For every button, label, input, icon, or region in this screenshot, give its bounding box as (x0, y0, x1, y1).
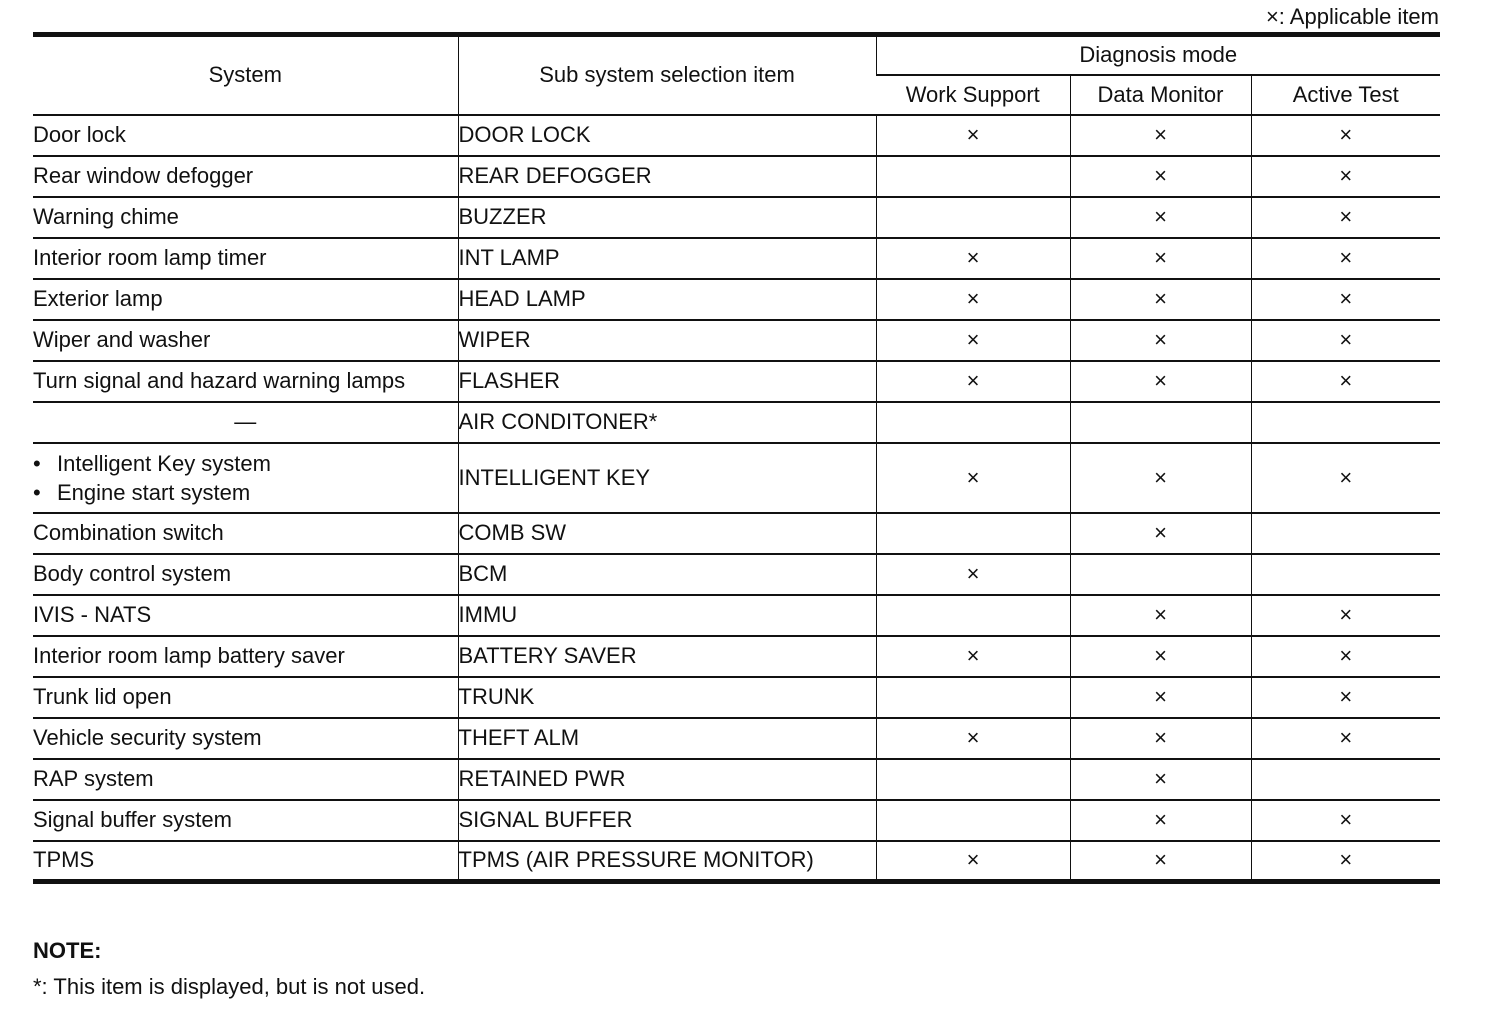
system-cell: Signal buffer system (33, 800, 458, 841)
note-title: NOTE: (33, 938, 102, 963)
data-monitor-mark (1070, 402, 1251, 443)
table-row (33, 595, 1440, 636)
subsystem-cell: RETAINED PWR (458, 759, 876, 800)
table-row (33, 718, 1440, 759)
table-body (33, 115, 1440, 882)
active-test-mark: × (1251, 115, 1440, 156)
system-cell: Wiper and washer (33, 320, 458, 361)
data-monitor-mark: × (1070, 443, 1251, 513)
table-row (33, 636, 1440, 677)
subsystem-cell: REAR DEFOGGER (458, 156, 876, 197)
active-test-mark (1251, 402, 1440, 443)
system-cell: Turn signal and hazard warning lamps (33, 361, 458, 402)
header-data-monitor: Data Monitor (1070, 75, 1251, 115)
work-support-mark: × (876, 443, 1070, 513)
work-support-mark: × (876, 238, 1070, 279)
note-text: *: This item is displayed, but is not used. (33, 974, 426, 999)
active-test-mark: × (1251, 718, 1440, 759)
work-support-mark: × (876, 279, 1070, 320)
active-test-mark: × (1251, 279, 1440, 320)
work-support-mark (876, 402, 1070, 443)
subsystem-cell: TPMS (AIR PRESSURE MONITOR) (458, 841, 876, 882)
subsystem-cell: HEAD LAMP (458, 279, 876, 320)
header-system: System (33, 35, 458, 115)
table-row (33, 554, 1440, 595)
table-row (33, 841, 1440, 882)
work-support-mark: × (876, 636, 1070, 677)
system-cell: Body control system (33, 554, 458, 595)
system-cell: Trunk lid open (33, 677, 458, 718)
table-row (33, 361, 1440, 402)
work-support-mark: × (876, 320, 1070, 361)
work-support-mark (876, 595, 1070, 636)
data-monitor-mark: × (1070, 841, 1251, 882)
active-test-mark: × (1251, 156, 1440, 197)
subsystem-cell: BUZZER (458, 197, 876, 238)
system-cell: Interior room lamp timer (33, 238, 458, 279)
active-test-mark: × (1251, 841, 1440, 882)
work-support-mark (876, 513, 1070, 554)
legend-symbol: × (1265, 4, 1279, 29)
system-cell: Exterior lamp (33, 279, 458, 320)
data-monitor-mark: × (1070, 320, 1251, 361)
system-cell: Door lock (33, 115, 458, 156)
table-row (33, 402, 1440, 443)
active-test-mark: × (1251, 595, 1440, 636)
work-support-mark: × (876, 361, 1070, 402)
system-cell: Interior room lamp battery saver (33, 636, 458, 677)
subsystem-cell: BCM (458, 554, 876, 595)
system-cell: Combination switch (33, 513, 458, 554)
system-cell: — (33, 402, 458, 443)
table-row (33, 197, 1440, 238)
table-row (33, 759, 1440, 800)
system-bullet-list (33, 449, 458, 507)
data-monitor-mark: × (1070, 677, 1251, 718)
system-cell: Warning chime (33, 197, 458, 238)
data-monitor-mark: × (1070, 636, 1251, 677)
table-row (33, 115, 1440, 156)
header-active-test: Active Test (1251, 75, 1440, 115)
active-test-mark (1251, 554, 1440, 595)
active-test-mark: × (1251, 320, 1440, 361)
header-work-support: Work Support (876, 75, 1070, 115)
data-monitor-mark: × (1070, 718, 1251, 759)
table-row (33, 443, 1440, 513)
active-test-mark: × (1251, 238, 1440, 279)
subsystem-cell: TRUNK (458, 677, 876, 718)
active-test-mark: × (1251, 677, 1440, 718)
data-monitor-mark: × (1070, 115, 1251, 156)
data-monitor-mark: × (1070, 361, 1251, 402)
work-support-mark: × (876, 554, 1070, 595)
active-test-mark: × (1251, 197, 1440, 238)
work-support-mark: × (876, 115, 1070, 156)
work-support-mark (876, 197, 1070, 238)
work-support-mark (876, 156, 1070, 197)
subsystem-cell: BATTERY SAVER (458, 636, 876, 677)
subsystem-cell: AIR CONDITONER* (458, 402, 876, 443)
system-cell: TPMS (33, 841, 458, 882)
header-diagnosis-mode: Diagnosis mode (876, 35, 1440, 75)
data-monitor-mark: × (1070, 800, 1251, 841)
data-monitor-mark: × (1070, 279, 1251, 320)
subsystem-cell: IMMU (458, 595, 876, 636)
active-test-mark (1251, 759, 1440, 800)
active-test-mark (1251, 513, 1440, 554)
data-monitor-mark: × (1070, 759, 1251, 800)
subsystem-cell: DOOR LOCK (458, 115, 876, 156)
system-cell: RAP system (33, 759, 458, 800)
work-support-mark: × (876, 841, 1070, 882)
system-cell: IVIS - NATS (33, 595, 458, 636)
system-cell: Rear window defogger (33, 156, 458, 197)
subsystem-cell: INT LAMP (458, 238, 876, 279)
subsystem-cell: COMB SW (458, 513, 876, 554)
legend-text: : Applicable item (1278, 4, 1439, 29)
diagnosis-mode-table (33, 32, 1440, 884)
header-subsystem: Sub system selection item (458, 35, 876, 115)
table-row (33, 800, 1440, 841)
system-bullet-item: • Intelligent Key system (33, 449, 458, 478)
work-support-mark (876, 759, 1070, 800)
data-monitor-mark: × (1070, 197, 1251, 238)
table-row (33, 238, 1440, 279)
work-support-mark: × (876, 718, 1070, 759)
subsystem-cell: THEFT ALM (458, 718, 876, 759)
system-cell (33, 443, 458, 513)
subsystem-cell: SIGNAL BUFFER (458, 800, 876, 841)
subsystem-cell: FLASHER (458, 361, 876, 402)
work-support-mark (876, 677, 1070, 718)
data-monitor-mark: × (1070, 156, 1251, 197)
data-monitor-mark (1070, 554, 1251, 595)
data-monitor-mark: × (1070, 238, 1251, 279)
active-test-mark: × (1251, 361, 1440, 402)
applicable-item-legend (1266, 4, 1439, 30)
table-row (33, 279, 1440, 320)
subsystem-cell: INTELLIGENT KEY (458, 443, 876, 513)
system-bullet-item: • Engine start system (33, 478, 458, 507)
active-test-mark: × (1251, 443, 1440, 513)
table-row (33, 156, 1440, 197)
data-monitor-mark: × (1070, 595, 1251, 636)
work-support-mark (876, 800, 1070, 841)
subsystem-cell: WIPER (458, 320, 876, 361)
active-test-mark: × (1251, 636, 1440, 677)
system-cell: Vehicle security system (33, 718, 458, 759)
active-test-mark: × (1251, 800, 1440, 841)
table-row (33, 320, 1440, 361)
table-row (33, 677, 1440, 718)
data-monitor-mark: × (1070, 513, 1251, 554)
table-row (33, 513, 1440, 554)
